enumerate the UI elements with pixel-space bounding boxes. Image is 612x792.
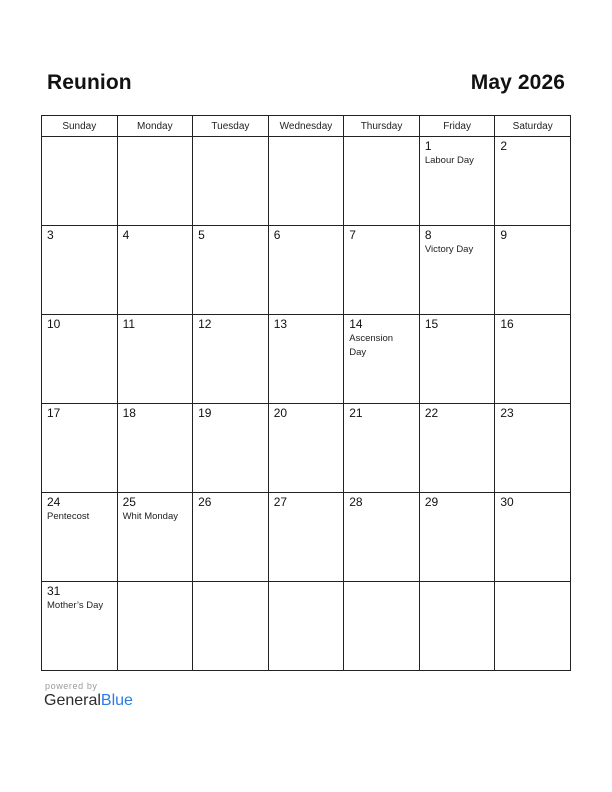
day-number: 20 — [273, 406, 288, 420]
day-cell — [268, 404, 344, 493]
day-cell — [117, 582, 193, 671]
day-cell — [42, 315, 118, 404]
day-cell — [42, 582, 118, 671]
weekday-header: Saturday — [495, 116, 571, 137]
day-cell — [117, 493, 193, 582]
day-number: 24 — [47, 495, 61, 509]
day-number: 2 — [500, 139, 508, 153]
day-number: 9 — [500, 228, 508, 242]
day-cell — [419, 226, 495, 315]
day-cell — [117, 315, 193, 404]
day-number: 11 — [122, 317, 136, 331]
day-cell — [193, 137, 269, 226]
day-cell — [193, 582, 269, 671]
holiday-label: Labour Day — [424, 155, 474, 166]
weekday-header: Monday — [117, 116, 193, 137]
day-cell — [495, 315, 571, 404]
week-row — [42, 137, 571, 226]
holiday-label: Whit Monday — [122, 511, 178, 522]
holiday-label: Pentecost — [47, 511, 90, 522]
day-cell — [268, 137, 344, 226]
weekday-header: Friday — [419, 116, 495, 137]
day-cell — [419, 137, 495, 226]
day-number: 12 — [198, 317, 212, 331]
day-cell — [495, 582, 571, 671]
day-number: 21 — [349, 406, 363, 420]
day-cell — [42, 493, 118, 582]
day-number: 25 — [122, 495, 136, 509]
day-cell — [117, 226, 193, 315]
day-cell — [495, 404, 571, 493]
weekday-header-row — [42, 116, 571, 137]
day-number: 16 — [500, 317, 514, 331]
day-cell — [268, 582, 344, 671]
day-number: 1 — [424, 139, 432, 153]
weekday-header: Tuesday — [193, 116, 269, 137]
day-cell — [268, 315, 344, 404]
day-number: 31 — [47, 584, 61, 598]
brand-logo — [44, 692, 133, 710]
day-number: 28 — [349, 495, 363, 509]
weekday-header: Sunday — [42, 116, 118, 137]
day-cell — [268, 493, 344, 582]
day-cell — [268, 226, 344, 315]
holiday-label: Mother’s Day — [47, 600, 104, 611]
day-cell — [419, 404, 495, 493]
week-row — [42, 582, 571, 671]
day-cell — [419, 493, 495, 582]
day-number: 23 — [500, 406, 514, 420]
day-cell — [42, 226, 118, 315]
holiday-label: Victory Day — [424, 244, 474, 255]
day-cell — [344, 493, 420, 582]
day-number: 14 — [349, 317, 363, 331]
weekday-header: Thursday — [344, 116, 420, 137]
day-cell — [495, 137, 571, 226]
day-cell — [117, 137, 193, 226]
day-number: 6 — [273, 228, 281, 242]
day-cell — [193, 493, 269, 582]
week-row — [42, 404, 571, 493]
day-number: 8 — [424, 228, 432, 242]
day-number: 7 — [349, 228, 356, 242]
day-number: 22 — [424, 406, 439, 420]
day-cell — [193, 226, 269, 315]
day-cell — [344, 315, 420, 404]
week-row — [42, 315, 571, 404]
brand-general-text: General — [44, 692, 101, 709]
calendar-region-title: Reunion — [47, 71, 132, 94]
day-cell — [495, 226, 571, 315]
day-cell — [42, 137, 118, 226]
day-cell — [344, 582, 420, 671]
calendar-grid — [41, 115, 571, 671]
day-cell — [344, 226, 420, 315]
calendar-month-title: May 2026 — [470, 71, 565, 94]
day-cell — [117, 404, 193, 493]
day-cell — [344, 404, 420, 493]
day-number: 3 — [47, 228, 54, 242]
day-number: 30 — [500, 495, 514, 509]
weekday-header: Wednesday — [268, 116, 344, 137]
day-cell — [193, 404, 269, 493]
week-row — [42, 226, 571, 315]
brand-blue-text: Blue — [100, 692, 133, 709]
powered-by-text: powered by — [45, 681, 98, 691]
day-cell — [193, 315, 269, 404]
day-number: 29 — [424, 495, 439, 509]
day-number: 27 — [273, 495, 288, 509]
day-cell — [42, 404, 118, 493]
holiday-label: Ascension Day — [349, 333, 394, 358]
day-number: 18 — [122, 406, 136, 420]
day-number: 10 — [47, 317, 61, 331]
day-cell — [419, 315, 495, 404]
day-number: 19 — [198, 406, 212, 420]
day-number: 26 — [198, 495, 212, 509]
day-cell — [344, 137, 420, 226]
day-cell — [495, 493, 571, 582]
day-number: 4 — [122, 228, 130, 242]
generalblue-branding — [44, 681, 133, 710]
day-number: 13 — [273, 317, 288, 331]
week-row — [42, 493, 571, 582]
day-number: 15 — [424, 317, 439, 331]
day-number: 5 — [198, 228, 205, 242]
day-cell — [419, 582, 495, 671]
day-number: 17 — [47, 406, 61, 420]
